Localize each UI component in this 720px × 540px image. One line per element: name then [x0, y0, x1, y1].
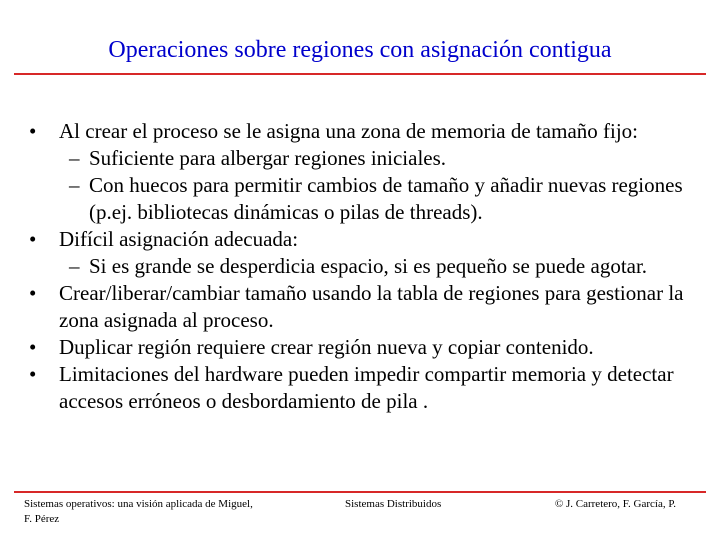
- sub-bullet-text: Con huecos para permitir cambios de tamaño y añadir nuevas regiones (p.ej. bibliotecas dinámicas o pilas de threads).: [89, 173, 683, 224]
- bullet-text: Duplicar región requiere crear región nueva y copiar contenido.: [59, 335, 594, 359]
- bullet-list: [0, 118, 720, 415]
- bullet-item: [0, 334, 720, 361]
- bullet-text: Crear/liberar/cambiar tamaño usando la tabla de regiones para gestionar la zona asignada al proceso.: [59, 281, 684, 332]
- sub-bullet-list: [59, 145, 698, 226]
- sub-bullet-item: [59, 172, 698, 226]
- sub-bullet-item: [59, 145, 698, 172]
- bullet-item: [0, 118, 720, 226]
- sub-bullet-marker: –: [69, 254, 80, 278]
- bullet-text: Difícil asignación adecuada:: [59, 227, 299, 251]
- bullet-marker: •: [29, 335, 37, 359]
- footer-book-credit: Sistemas operativos: una visión aplicada de Miguel, F. Pérez: [24, 498, 253, 525]
- title-divider: [14, 73, 706, 75]
- bullet-marker: •: [29, 362, 37, 386]
- bullet-marker: •: [29, 227, 37, 251]
- sub-bullet-text: Suficiente para albergar regiones iniciales.: [89, 146, 447, 170]
- bullet-item: [0, 280, 720, 334]
- bullet-text: Al crear el proceso se le asigna una zona de memoria de tamaño fijo:: [59, 119, 639, 143]
- sub-bullet-list: [59, 253, 698, 280]
- bullet-text: Limitaciones del hardware pueden impedir compartir memoria y detectar accesos erróneos o desbordamiento de pila .: [59, 362, 674, 413]
- sub-bullet-text: Si es grande se desperdicia espacio, si es pequeño se puede agotar.: [89, 254, 648, 278]
- sub-bullet-item: [59, 253, 698, 280]
- footer-copyright: © J. Carretero, F. García, P.: [554, 498, 676, 510]
- bullet-item: [0, 226, 720, 280]
- slide-title: Operaciones sobre regiones con asignación contigua: [108, 37, 612, 63]
- bullet-marker: •: [29, 119, 37, 143]
- footer-course-name: Sistemas Distribuidos: [345, 498, 442, 510]
- sub-bullet-marker: –: [69, 173, 80, 197]
- bullet-item: [0, 361, 720, 415]
- sub-bullet-marker: –: [69, 146, 80, 170]
- footer-divider: [14, 491, 706, 493]
- bullet-marker: •: [29, 281, 37, 305]
